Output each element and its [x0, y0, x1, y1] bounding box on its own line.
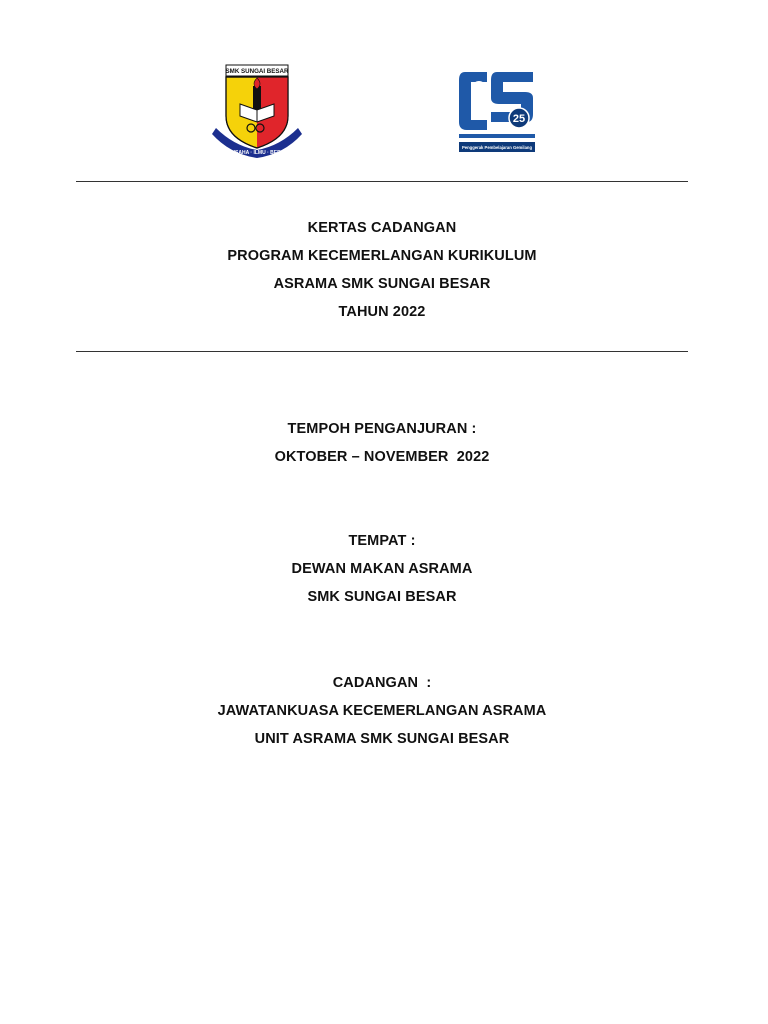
tempat-label: TEMPAT : — [348, 533, 416, 549]
tempat-line-1: DEWAN MAKAN ASRAMA — [291, 561, 473, 577]
crest-banner-text: SMK SUNGAI BESAR — [225, 68, 289, 75]
cadangan-label: CADANGAN : — [332, 675, 432, 691]
cadangan-line-1: JAWATANKUASA KECEMERLANGAN ASRAMA — [217, 703, 547, 719]
title-line-3: ASRAMA SMK SUNGAI BESAR — [273, 276, 491, 292]
tempoh-label: TEMPOH PENGANJURAN : — [287, 421, 477, 437]
school-crest-logo — [210, 64, 304, 160]
tempoh-section — [76, 415, 688, 471]
emblem-number-text: 25 — [512, 113, 526, 125]
crest-motto-text: BERUSAHA · ILMU · BERJAYA — [220, 150, 294, 156]
tempat-section — [76, 527, 688, 611]
emblem-caption-text: Penggerak Pembelajaran Gemilang — [461, 145, 533, 150]
top-divider — [76, 181, 688, 182]
cadangan-line-2: UNIT ASRAMA SMK SUNGAI BESAR — [254, 731, 510, 747]
title-line-4: TAHUN 2022 — [338, 304, 426, 320]
cadangan-section — [76, 669, 688, 753]
bottom-divider — [76, 351, 688, 352]
tempoh-value: OKTOBER – NOVEMBER 2022 — [274, 449, 490, 465]
title-line-2: PROGRAM KECEMERLANGAN KURIKULUM — [227, 248, 537, 264]
tempat-line-2: SMK SUNGAI BESAR — [307, 589, 457, 605]
title-block — [76, 214, 688, 326]
title-line-1: KERTAS CADANGAN — [307, 220, 457, 236]
anniversary-emblem-logo — [457, 66, 537, 156]
